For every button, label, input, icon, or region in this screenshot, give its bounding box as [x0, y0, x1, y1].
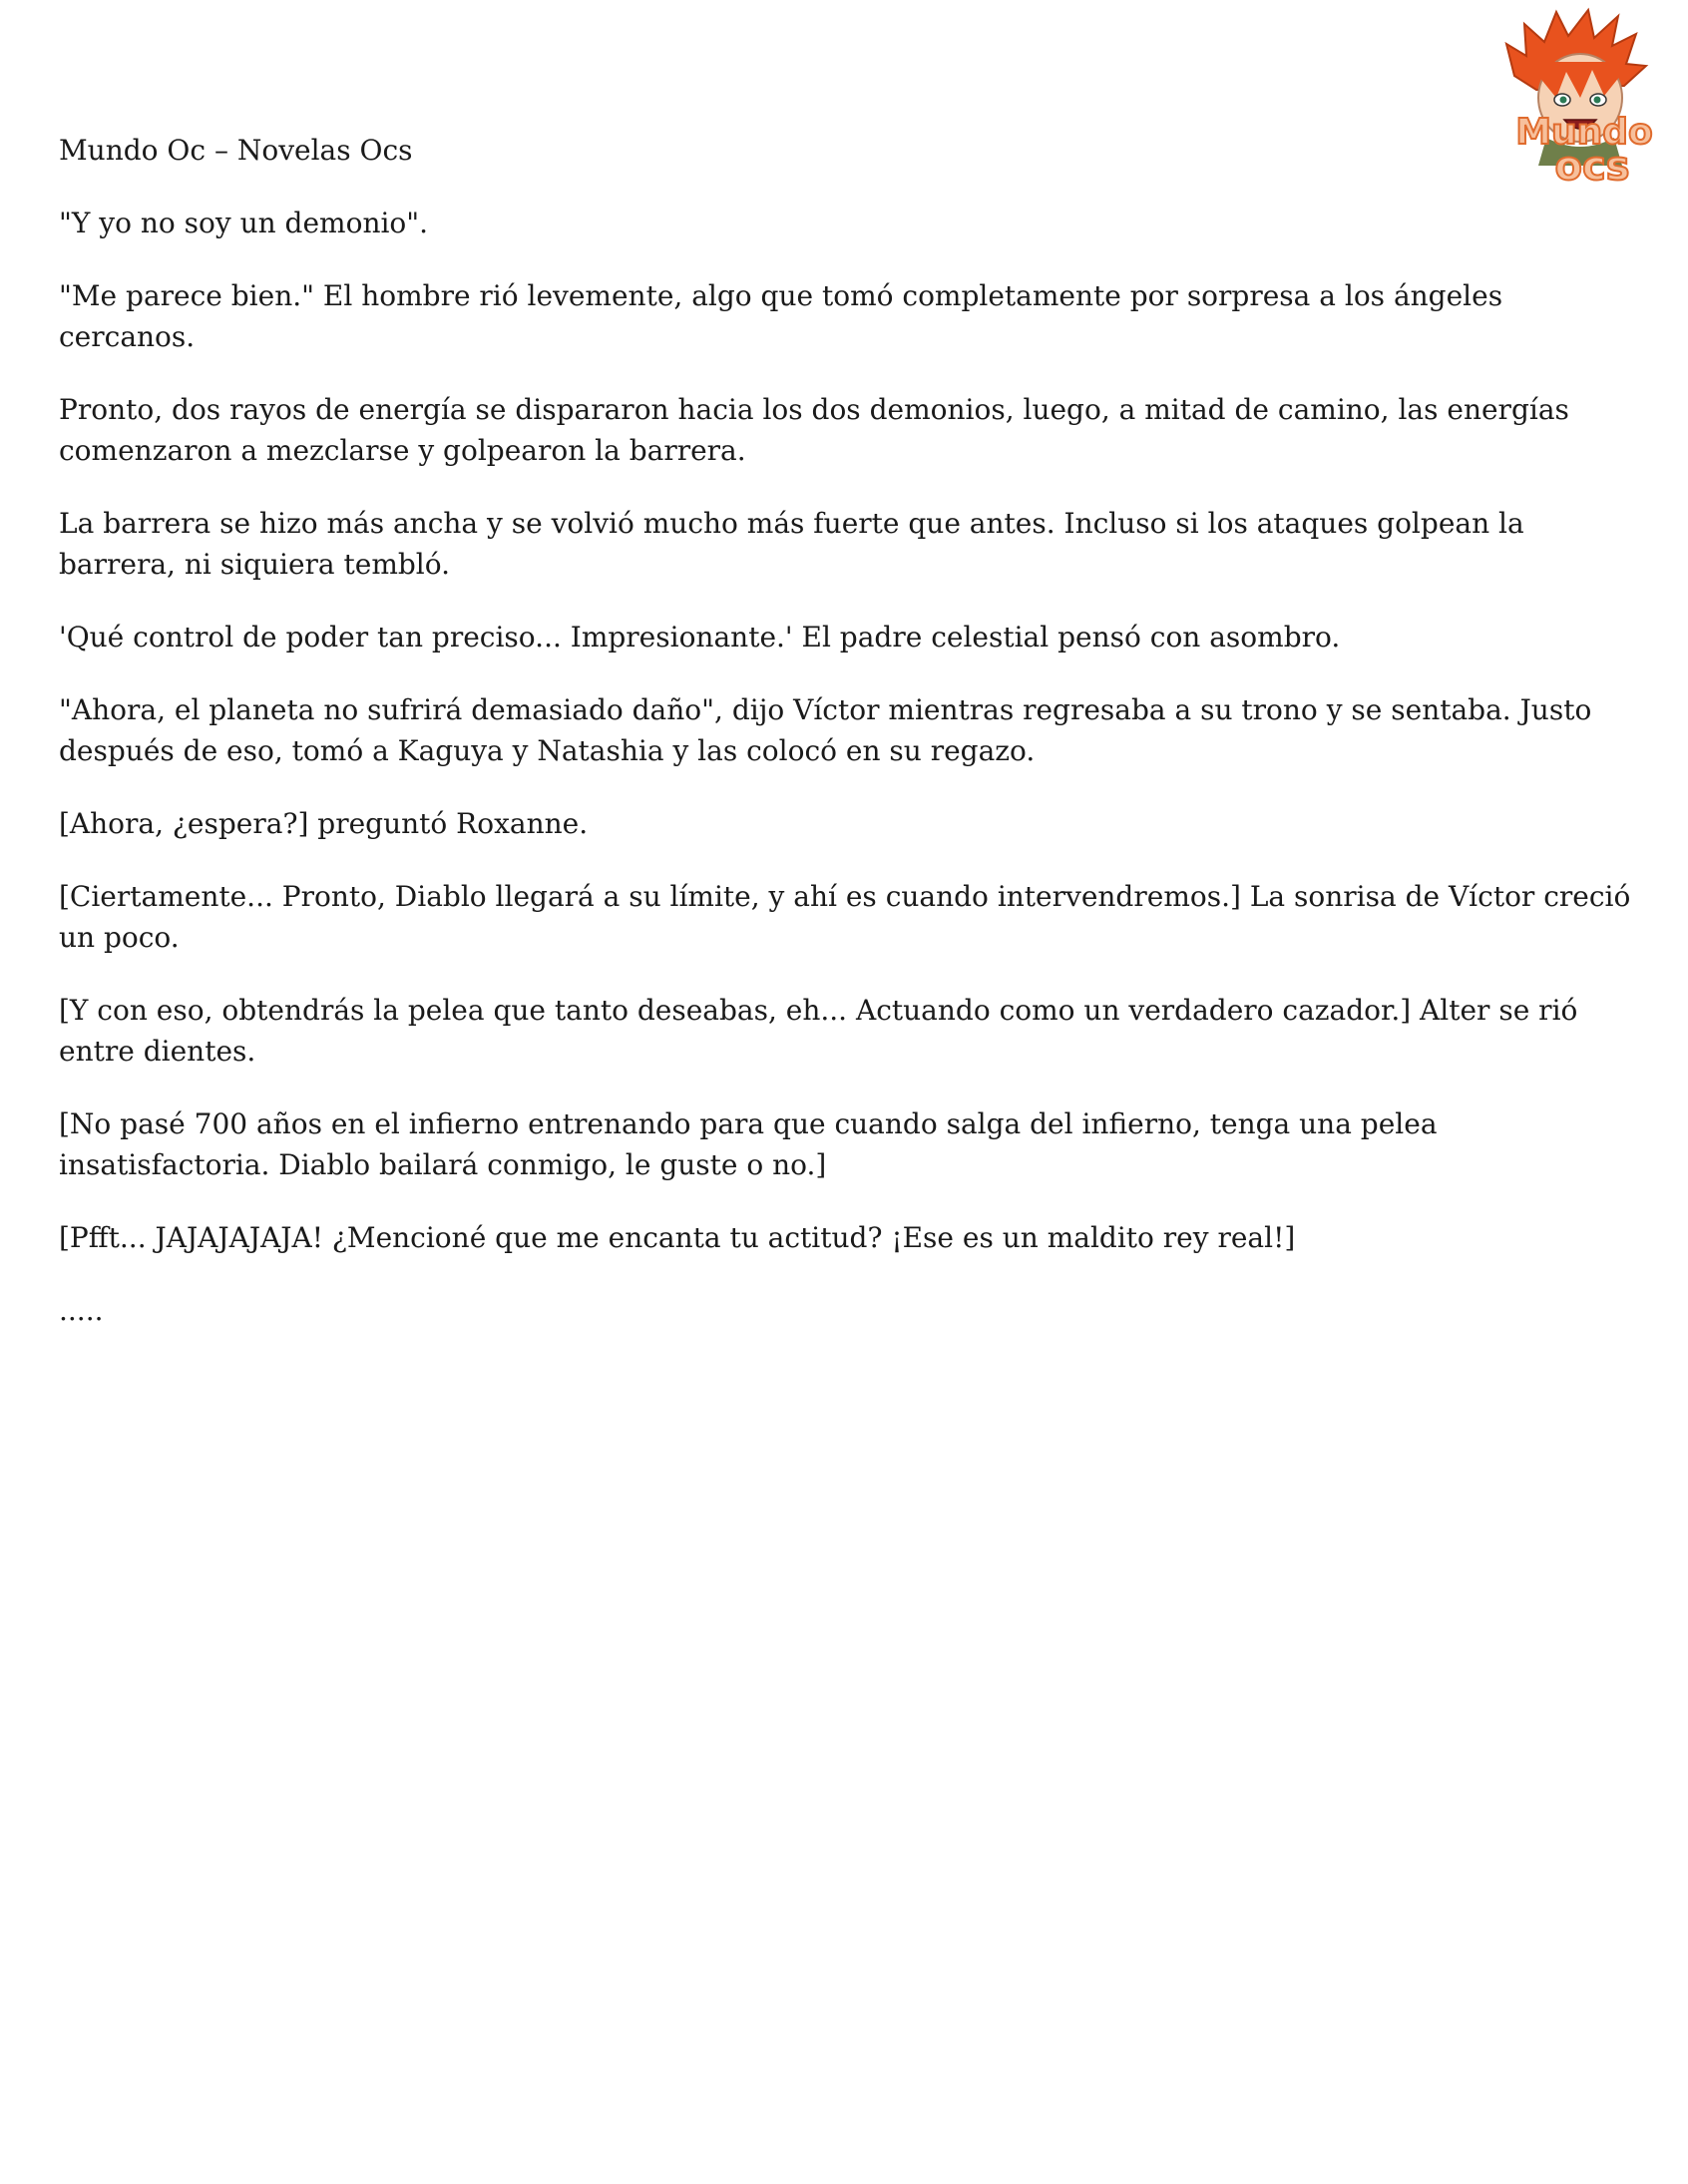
page-header-title: Mundo Oc – Novelas Ocs	[59, 134, 413, 167]
paragraph: Pronto, dos rayos de energía se dispararon hacia los dos demonios, luego, a mitad de camino, las energías comenzaron a mezclarse y golpearon la barrera.	[59, 393, 1569, 467]
logo-line-2: ocs	[1554, 144, 1630, 186]
ellipsis-separator: .....	[59, 1294, 104, 1327]
document-body	[59, 130, 1645, 1363]
paragraph: [Ahora, ¿espera?] preguntó Roxanne.	[59, 807, 589, 840]
paragraph: [Pfft... JAJAJAJAJA! ¿Mencioné que me encanta tu actitud? ¡Ese es un maldito rey real!]	[59, 1221, 1296, 1254]
paragraph: "Y yo no soy un demonio".	[59, 207, 429, 239]
paragraph: "Me parece bien." El hombre rió levemente, algo que tomó completamente por sorpresa a los ángeles cercanos.	[59, 279, 1503, 353]
paragraph: "Ahora, el planeta no sufrirá demasiado daño", dijo Víctor mientras regresaba a su trono y se sentaba. Justo después de eso, tomó a Kaguya y Natashia y las colocó en su regazo.	[59, 693, 1592, 767]
paragraph: [No pasé 700 años en el infierno entrenando para que cuando salga del infierno, tenga una pelea insatisfactoria. Diablo bailará conmigo, le guste o no.]	[59, 1107, 1438, 1181]
paragraph: [Ciertamente... Pronto, Diablo llegará a su límite, y ahí es cuando intervendremos.] La sonrisa de Víctor creció un poco.	[59, 880, 1631, 954]
logo-line-1: Mundo	[1515, 112, 1653, 153]
paragraph: 'Qué control de poder tan preciso... Impresionante.' El padre celestial pensó con asombro.	[59, 621, 1341, 654]
paragraph: La barrera se hizo más ancha y se volvió mucho más fuerte que antes. Incluso si los ataques golpean la barrera, ni siquiera tembló.	[59, 507, 1524, 581]
paragraph: [Y con eso, obtendrás la pelea que tanto deseabas, eh... Actuando como un verdadero cazador.] Alter se rió entre dientes.	[59, 994, 1578, 1068]
